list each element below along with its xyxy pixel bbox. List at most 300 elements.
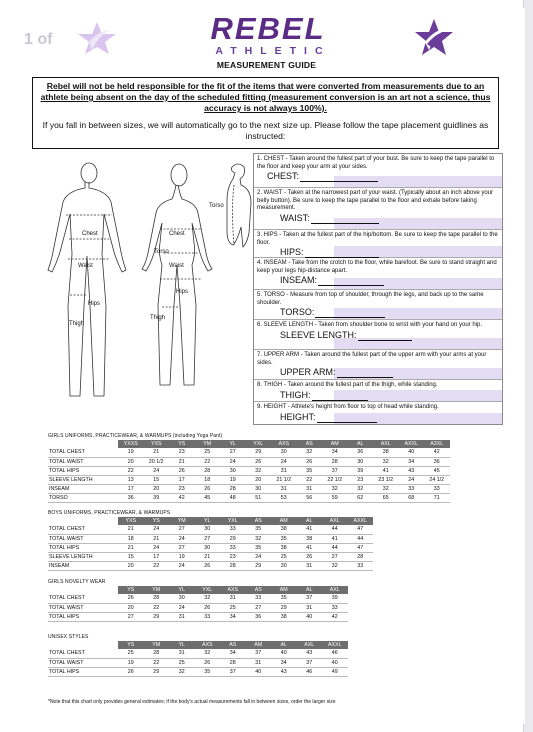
instruction-item [254, 402, 502, 424]
table-row [48, 612, 348, 621]
size-value: 40 [297, 612, 323, 621]
size-value: 32 [348, 484, 374, 493]
row-label: TOTAL HIPS [48, 667, 118, 676]
table-row [48, 649, 348, 658]
instruction-text: 9. HEIGHT - Athlete's height from floor to top of head while standing. [257, 404, 439, 410]
size-value: 56 [297, 493, 323, 502]
figure-label-torso-side: Torso [209, 203, 224, 209]
instruction-label: SLEEVE LENGTH: [280, 329, 357, 340]
size-value: 24 [169, 534, 195, 543]
size-value: 24 1/2 [424, 475, 450, 484]
size-header: YS [118, 641, 144, 649]
instruction-text: 1. CHEST - Taken around the fullest part of your bust. Be sure to keep the tape parallel to the floor and keep your arm at your sides. [257, 156, 495, 170]
size-header: YXS [118, 517, 144, 525]
instruction-item [254, 350, 502, 380]
size-value: 22 1/2 [322, 475, 348, 484]
size-value: 26 [195, 561, 221, 570]
row-label: TOTAL WAIST [48, 534, 118, 543]
table-title: BOYS UNIFORMS, PRACTICEWEAR, & WARMUPS [48, 510, 171, 516]
size-header: YM [144, 586, 170, 594]
size-value: 41 [297, 543, 323, 552]
size-value: 28 [195, 466, 221, 475]
size-value: 23 [169, 448, 195, 457]
row-label: TOTAL CHEST [48, 594, 118, 603]
size-value: 36 [424, 457, 450, 466]
instruction-label: THIGH: [280, 389, 311, 400]
size-value: 31 [220, 594, 246, 603]
size-value: 34 [271, 658, 297, 667]
size-value: 17 [144, 552, 170, 561]
size-value: 20 [118, 457, 144, 466]
size-value: 25 [118, 649, 144, 658]
size-table-section [48, 432, 450, 503]
size-value: 31 [271, 466, 297, 475]
instruction-label: INSEAM: [280, 275, 318, 286]
size-value: 19 [118, 448, 144, 457]
size-value: 30 [246, 484, 272, 493]
header-corner [48, 641, 118, 649]
size-header: AXL [297, 641, 323, 649]
table-row [48, 561, 373, 570]
size-value: 20 [144, 484, 170, 493]
size-header: AM [246, 641, 272, 649]
size-value: 18 [118, 534, 144, 543]
size-value: 36 [348, 448, 374, 457]
page-title: MEASUREMENT GUIDE [216, 60, 317, 70]
size-value: 24 [144, 543, 170, 552]
size-value: 26 [246, 457, 272, 466]
size-value: 31 [169, 612, 195, 621]
size-header: AXL [322, 586, 348, 594]
size-value: 30 [271, 561, 297, 570]
disclaimer-text: Rebel will not be held responsible for the fit of the items that were converted from measurements due to an athlete being absent on the day of the scheduled fitting (measurement conversion is an art not a science, thus accuracy is not always 100%). [40, 81, 491, 113]
row-label: INSEAM [48, 561, 118, 570]
size-value: 30 [271, 448, 297, 457]
size-value: 37 [246, 649, 272, 658]
size-value: 20 1/2 [144, 457, 170, 466]
instruction-item [254, 380, 502, 402]
row-label: INSEAM [48, 484, 118, 493]
size-value: 31 [297, 484, 323, 493]
size-value: 22 [144, 561, 170, 570]
size-value: 24 [246, 552, 272, 561]
size-value: 27 [220, 448, 246, 457]
size-value: 44 [322, 543, 348, 552]
instruction-item [254, 188, 502, 230]
size-value: 23 1/2 [373, 475, 399, 484]
size-value: 47 [348, 543, 374, 552]
size-value: 35 [246, 525, 272, 534]
size-value: 48 [220, 493, 246, 502]
size-value: 24 [144, 525, 170, 534]
size-value: 31 [246, 658, 272, 667]
size-value: 26 [297, 552, 323, 561]
size-value: 26 [118, 667, 144, 676]
star-logo-icon [76, 20, 118, 56]
size-header: YS [144, 517, 170, 525]
size-value: 33 [220, 525, 246, 534]
size-value: 40 [399, 448, 425, 457]
table-row [48, 525, 373, 534]
size-header: AM [322, 440, 348, 448]
size-value: 42 [424, 448, 450, 457]
size-value: 27 [169, 543, 195, 552]
size-value: 27 [246, 603, 272, 612]
size-header: YL [169, 641, 195, 649]
size-header: YL [195, 517, 221, 525]
size-value: 25 [271, 552, 297, 561]
size-value: 26 [169, 466, 195, 475]
size-value: 38 [373, 448, 399, 457]
instruction-label: HIPS: [280, 247, 304, 258]
instruction-text: 7. UPPER ARM - Taken around the fullest part of the upper arm with your arms at your sides. [257, 352, 487, 366]
star-logo-icon [413, 17, 455, 57]
size-value: 38 [297, 534, 323, 543]
size-value: 34 [322, 448, 348, 457]
body-figures-illustration [26, 155, 254, 425]
size-value: 18 [195, 475, 221, 484]
size-value: 29 [246, 448, 272, 457]
figure-label-female-waist: Waist [169, 263, 184, 269]
size-value: 15 [144, 475, 170, 484]
size-header: YM [195, 440, 221, 448]
size-header: YXXS [118, 440, 144, 448]
size-value: 34 [220, 612, 246, 621]
size-value: 22 [144, 603, 170, 612]
size-value: 34 [220, 649, 246, 658]
size-value: 43 [399, 466, 425, 475]
size-value: 65 [373, 493, 399, 502]
size-header: AL [271, 641, 297, 649]
table-row [48, 552, 373, 561]
table-row [48, 603, 348, 612]
size-value: 47 [348, 525, 374, 534]
size-value: 17 [118, 484, 144, 493]
table-title: GIRLS NOVELTY WEAR [48, 579, 106, 585]
instruction-label: TORSO: [280, 307, 315, 318]
size-value: 28 [144, 649, 170, 658]
size-value: 42 [322, 612, 348, 621]
row-label: TORSO [48, 493, 118, 502]
size-value: 38 [271, 612, 297, 621]
row-label: TOTAL CHEST [48, 649, 118, 658]
size-header: YXL [246, 440, 272, 448]
size-value: 37 [297, 594, 323, 603]
size-value: 44 [322, 525, 348, 534]
size-value: 26 [195, 484, 221, 493]
size-header: AXL [373, 440, 399, 448]
size-table [48, 586, 348, 622]
size-value: 44 [348, 534, 374, 543]
size-header: AM [271, 586, 297, 594]
row-label: SLEEVE LENGTH [48, 475, 118, 484]
size-value: 39 [322, 594, 348, 603]
size-value: 49 [322, 667, 348, 676]
size-value: 24 [144, 466, 170, 475]
size-value: 29 [144, 667, 170, 676]
instruction-item [254, 154, 502, 188]
figure-label-female-chest: Chest [169, 231, 185, 237]
size-value: 45 [195, 493, 221, 502]
size-value: 19 [220, 475, 246, 484]
size-header: AXXL [399, 440, 425, 448]
size-value: 43 [297, 649, 323, 658]
size-value: 33 [220, 543, 246, 552]
size-value: 30 [220, 466, 246, 475]
size-value: 24 [220, 457, 246, 466]
table-title: UNISEX STYLES [48, 634, 89, 640]
size-value: 39 [348, 466, 374, 475]
size-value: 68 [399, 493, 425, 502]
size-header: AL [297, 517, 323, 525]
size-header: AS [220, 641, 246, 649]
size-value: 45 [424, 466, 450, 475]
size-value: 33 [348, 561, 374, 570]
size-value: 31 [169, 649, 195, 658]
size-header: YL [220, 440, 246, 448]
size-value: 35 [246, 543, 272, 552]
table-row [48, 457, 450, 466]
size-value: 40 [271, 649, 297, 658]
size-value: 32 [373, 484, 399, 493]
size-value: 40 [322, 658, 348, 667]
instruction-label: UPPER ARM: [280, 367, 336, 378]
size-value: 24 [399, 475, 425, 484]
figure-label-male-chest: Chest [82, 231, 98, 237]
table-title: GIRLS UNIFORMS, PRACTICEWEAR, & WARMUPS (including Yoga Pant) [48, 433, 223, 439]
row-label: TOTAL CHEST [48, 525, 118, 534]
size-header: AXS [195, 641, 221, 649]
size-header: YXL [220, 517, 246, 525]
size-value: 21 [144, 534, 170, 543]
size-header: AS [297, 440, 323, 448]
size-value: 51 [246, 493, 272, 502]
brand-sub: ATHLETIC [215, 45, 331, 57]
size-value: 26 [195, 658, 221, 667]
size-value: 27 [322, 552, 348, 561]
table-row [48, 658, 348, 667]
size-value: 19 [118, 658, 144, 667]
table-row [48, 534, 373, 543]
size-value: 21 [144, 448, 170, 457]
instruction-item [254, 258, 502, 290]
size-value: 33 [246, 594, 272, 603]
size-value: 35 [271, 534, 297, 543]
size-header: AL [348, 440, 374, 448]
size-value: 32 [322, 484, 348, 493]
row-label: TOTAL WAIST [48, 457, 118, 466]
size-value: 22 [195, 457, 221, 466]
size-value: 25 [195, 448, 221, 457]
size-value: 22 [118, 466, 144, 475]
size-header: A3XL [424, 440, 450, 448]
size-value: 30 [195, 525, 221, 534]
size-value: 31 [297, 561, 323, 570]
size-value: 34 [399, 457, 425, 466]
instruction-label: WAIST: [280, 212, 310, 223]
size-value: 13 [118, 475, 144, 484]
size-value: 32 [297, 448, 323, 457]
header-corner [48, 586, 118, 594]
instruction-text: 3. HIPS - Taken at the fullest part of the hip/bottom. Be sure to keep the tape parallel to the floor. [257, 232, 498, 246]
size-value: 33 [424, 484, 450, 493]
instruction-item [254, 230, 502, 258]
size-value: 41 [373, 466, 399, 475]
size-table [48, 641, 348, 677]
size-value: 31 [297, 603, 323, 612]
size-header: YL [169, 586, 195, 594]
table-row [48, 667, 348, 676]
size-table [48, 440, 450, 503]
size-value: 35 [195, 667, 221, 676]
size-header: YM [169, 517, 195, 525]
size-value: 17 [169, 475, 195, 484]
size-value: 38 [271, 543, 297, 552]
size-value: 32 [322, 561, 348, 570]
size-value: 32 [373, 457, 399, 466]
size-value: 30 [195, 543, 221, 552]
size-value: 28 [322, 457, 348, 466]
size-value: 62 [348, 493, 374, 502]
size-value: 19 [169, 552, 195, 561]
size-value: 29 [144, 612, 170, 621]
row-label: TOTAL HIPS [48, 466, 118, 475]
size-value: 35 [297, 466, 323, 475]
instruction-text: 8. THIGH - Taken around the fullest part of the thigh, while standing. [257, 382, 438, 388]
footnote: *Note that this chart only provides general estimates; if the body's actual measurements fall in between sizes, order the larger size [48, 699, 336, 705]
row-label: SLEEVE LENGTH [48, 552, 118, 561]
size-value: 37 [297, 658, 323, 667]
size-value: 30 [348, 457, 374, 466]
size-value: 39 [144, 493, 170, 502]
size-value: 29 [220, 534, 246, 543]
row-label: TOTAL CHEST [48, 448, 118, 457]
size-value: 32 [195, 594, 221, 603]
size-value: 27 [169, 525, 195, 534]
sizes-note: If you fall in between sizes, we will automatically go to the next size up. Please follow the tape placement guidlines as instructed: [42, 120, 489, 141]
size-value: 20 [118, 603, 144, 612]
size-value: 53 [271, 493, 297, 502]
table-row [48, 475, 450, 484]
size-value: 36 [118, 493, 144, 502]
size-header: AS [246, 517, 272, 525]
size-table-section [48, 578, 348, 622]
row-label: TOTAL WAIST [48, 603, 118, 612]
size-value: 38 [271, 525, 297, 534]
row-label: TOTAL HIPS [48, 543, 118, 552]
size-value: 27 [195, 534, 221, 543]
size-table-section [48, 509, 373, 571]
size-header: AXL [322, 517, 348, 525]
size-value: 28 [220, 658, 246, 667]
size-value: 28 [220, 561, 246, 570]
instruction-item [254, 320, 502, 350]
size-value: 59 [322, 493, 348, 502]
size-header: AS [246, 586, 272, 594]
size-header: AXXL [348, 517, 374, 525]
size-value: 32 [195, 649, 221, 658]
instruction-label: HEIGHT: [280, 411, 316, 422]
size-value: 30 [169, 594, 195, 603]
figure-label-female-thigh: Thigh [150, 315, 166, 321]
size-value: 28 [220, 484, 246, 493]
size-header: AXS [220, 586, 246, 594]
brand-name: REBEL [210, 11, 326, 46]
size-value: 23 [220, 552, 246, 561]
table-row [48, 484, 450, 493]
page-indicator: 1 of [24, 31, 53, 48]
size-value: 26 [297, 457, 323, 466]
size-value: 27 [118, 612, 144, 621]
measurement-instructions [253, 153, 503, 425]
size-header: YS [169, 440, 195, 448]
size-value: 35 [271, 594, 297, 603]
size-value: 41 [297, 525, 323, 534]
size-value: 21 [169, 457, 195, 466]
size-value: 32 [246, 466, 272, 475]
size-value: 32 [169, 667, 195, 676]
size-value: 29 [246, 561, 272, 570]
size-value: 22 [297, 475, 323, 484]
size-table-section [48, 633, 348, 677]
size-value: 33 [195, 612, 221, 621]
size-value: 46 [322, 649, 348, 658]
instruction-text: 5. TORSO - Measure from top of shoulder, through the legs, and back up to the same shoulder. [257, 292, 484, 306]
size-value: 37 [322, 466, 348, 475]
table-row [48, 466, 450, 475]
size-value: 24 [169, 603, 195, 612]
header-corner [48, 517, 118, 525]
instruction-text: 4. INSEAM - Take from the crotch to the floor, while barefoot. Be sure to stand straight and keep your legs hip-distance apart. [257, 260, 497, 274]
size-value: 26 [118, 594, 144, 603]
size-value: 28 [144, 594, 170, 603]
size-value: 24 [271, 457, 297, 466]
brand-logo [186, 11, 350, 57]
size-value: 41 [322, 534, 348, 543]
size-value: 29 [271, 603, 297, 612]
size-value: 20 [246, 475, 272, 484]
size-header: YXS [144, 440, 170, 448]
row-label: TOTAL HIPS [48, 612, 118, 621]
table-row [48, 543, 373, 552]
size-header: YS [118, 586, 144, 594]
size-value: 20 [118, 561, 144, 570]
figure-label-female-torso: Torso [154, 249, 169, 255]
size-value: 21 [118, 543, 144, 552]
size-value: 26 [195, 603, 221, 612]
size-value: 23 [169, 484, 195, 493]
table-row [48, 448, 450, 457]
size-header: AXS [271, 440, 297, 448]
instruction-text: 2. WAIST - Taken at the narrowest part of your waist. (Typically about an inch above your belly button). Be sure to keep the tape parallel to the floor and exhale before taking measurement. [257, 190, 494, 212]
table-row [48, 594, 348, 603]
size-header: AM [271, 517, 297, 525]
table-row [48, 493, 450, 502]
size-value: 46 [297, 667, 323, 676]
size-value: 37 [220, 667, 246, 676]
size-value: 32 [246, 534, 272, 543]
figure-label-male-thigh: Thigh [69, 321, 85, 327]
size-value: 71 [424, 493, 450, 502]
size-value: 28 [348, 552, 374, 561]
size-table [48, 517, 373, 571]
size-value: 40 [246, 667, 272, 676]
instruction-label: CHEST: [267, 171, 300, 182]
figure-label-male-waist: Waist [78, 263, 93, 269]
size-value: 22 [144, 658, 170, 667]
size-header: YXL [195, 586, 221, 594]
header-corner [48, 440, 118, 448]
